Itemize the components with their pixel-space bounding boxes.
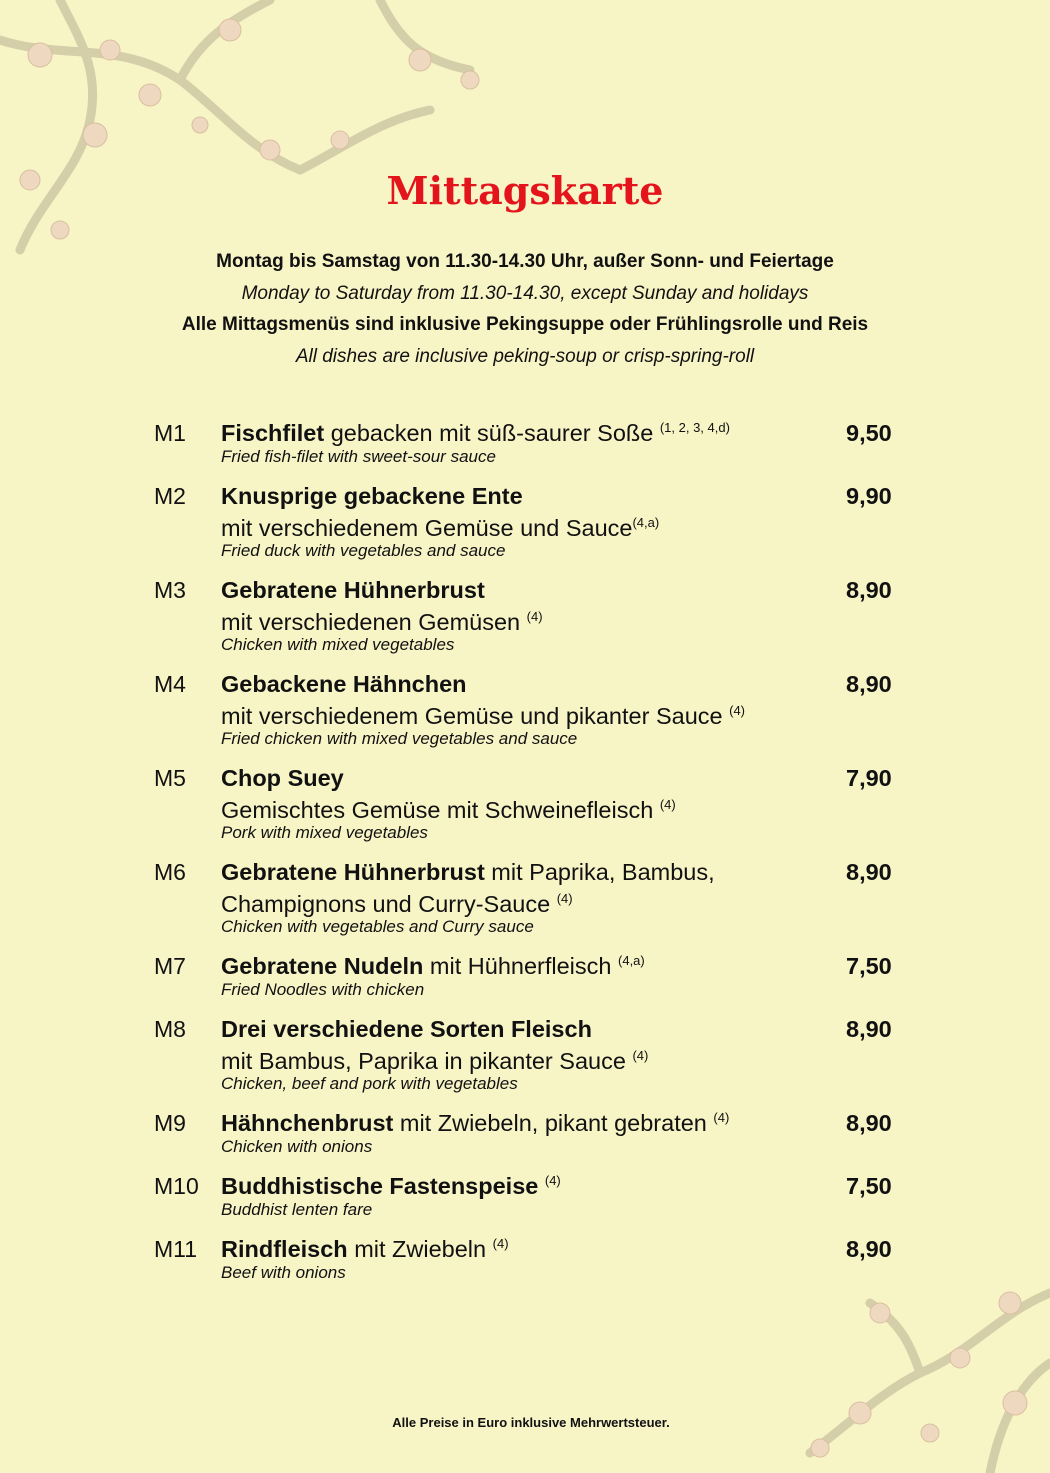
item-line-1 [221, 1108, 831, 1140]
menu-item [0, 763, 1050, 857]
item-name: Hähnchenbrust [221, 1110, 394, 1136]
item-name: Gebratene Hühnerbrust [221, 577, 485, 603]
item-name: Fischfilet [221, 420, 325, 446]
item-description [221, 481, 831, 559]
allergen-codes: (4,a) [632, 514, 660, 530]
item-detail: mit Paprika, Bambus, [484, 859, 715, 885]
item-name: Drei verschiedene Sorten Fleisch [221, 1016, 592, 1042]
allergen-codes: (4) [729, 702, 746, 718]
allergen-codes: (4,a) [618, 953, 645, 968]
item-line-2 [221, 701, 831, 733]
item-line-1 [221, 669, 831, 701]
item-price: 8,90 [846, 671, 892, 697]
item-detail: mit verschiedenem Gemüse und pikanter Sauce [221, 702, 730, 729]
item-name: Rindfleisch [221, 1236, 348, 1262]
item-price: 7,90 [846, 765, 892, 791]
allergen-codes: (4) [556, 890, 573, 906]
item-price: 9,90 [846, 483, 892, 509]
item-english: Chicken with vegetables and Curry sauce [221, 917, 534, 936]
item-code: M9 [154, 1110, 186, 1136]
menu-item [0, 669, 1050, 763]
item-detail-2: Champignons und Curry-Sauce [221, 890, 557, 917]
menu-item [0, 481, 1050, 575]
item-line-1 [221, 763, 831, 795]
item-english: Fried fish-filet with sweet-sour sauce [221, 446, 496, 466]
item-name: Buddhistische Fastenspeise [221, 1173, 539, 1199]
item-english: Fried chicken with mixed vegetables and sauce [221, 729, 578, 748]
item-price: 8,90 [846, 859, 892, 885]
item-price: 8,90 [846, 1110, 892, 1136]
item-name: Knusprige gebackene Ente [221, 483, 523, 509]
item-description [221, 1234, 831, 1281]
item-code: M8 [154, 1016, 186, 1042]
allergen-codes: (1, 2, 3, 4,d) [659, 420, 730, 435]
item-english: Beef with onions [221, 1262, 346, 1282]
allergen-codes: (4) [492, 1236, 509, 1251]
allergen-codes: (4) [544, 1173, 561, 1188]
item-line-1 [221, 857, 831, 889]
item-line-2 [221, 1046, 831, 1078]
inclusion-english: All dishes are inclusive peking-soup or crisp-spring-roll [295, 345, 755, 367]
item-line-2 [221, 889, 831, 921]
item-detail: mit Zwiebeln, pikant gebraten [393, 1110, 714, 1136]
item-description [221, 1014, 831, 1092]
item-name: Gebackene Hähnchen [221, 671, 467, 697]
item-code: M10 [154, 1173, 199, 1199]
item-code: M5 [154, 765, 186, 791]
item-line-1 [221, 481, 831, 513]
allergen-codes: (4) [632, 1047, 649, 1063]
lunch-menu-list [0, 418, 1050, 1297]
price-footnote: Alle Preise in Euro inklusive Mehrwertsteuer. [392, 1415, 670, 1430]
item-detail: mit Zwiebeln [347, 1236, 493, 1262]
item-price: 9,50 [846, 420, 892, 446]
menu-item [0, 1234, 1050, 1297]
item-code: M2 [154, 483, 186, 509]
item-line-1 [221, 1171, 831, 1203]
menu-item [0, 1014, 1050, 1108]
item-line-1 [221, 1234, 831, 1266]
item-price: 8,90 [846, 577, 892, 603]
item-detail: Gemischtes Gemüse mit Schweinefleisch [221, 796, 660, 823]
item-description [221, 857, 831, 935]
item-english: Chicken, beef and pork with vegetables [221, 1074, 518, 1093]
item-line-1 [221, 575, 831, 607]
item-price: 8,90 [846, 1016, 892, 1042]
item-line-1 [221, 1014, 831, 1046]
item-detail: mit verschiedenem Gemüse und Sauce [221, 514, 633, 541]
intro [0, 246, 1050, 372]
menu-item [0, 951, 1050, 1014]
menu-item [0, 857, 1050, 951]
hours-english: Monday to Saturday from 11.30-14.30, except Sunday and holidays [241, 282, 809, 304]
item-line-2 [221, 795, 831, 827]
item-line-2 [221, 607, 831, 639]
item-english: Pork with mixed vegetables [221, 823, 428, 842]
item-price: 7,50 [846, 953, 892, 979]
cherry-blossom-branch-top-left [0, 0, 520, 260]
item-name: Gebratene Hühnerbrust [221, 859, 485, 885]
menu-item [0, 1108, 1050, 1171]
allergen-codes: (4) [526, 608, 543, 624]
item-description [221, 1171, 831, 1218]
item-name: Gebratene Nudeln [221, 953, 424, 979]
item-line-1 [221, 951, 831, 983]
item-detail: gebacken mit süß-saurer Soße [324, 420, 660, 446]
item-description [221, 418, 831, 465]
item-code: M4 [154, 671, 186, 697]
menu-item [0, 1171, 1050, 1234]
item-description [221, 575, 831, 653]
page-title: Mittagskarte [386, 168, 664, 213]
item-code: M1 [154, 420, 186, 446]
item-price: 7,50 [846, 1173, 892, 1199]
hours-german: Montag bis Samstag von 11.30-14.30 Uhr, außer Sonn- und Feiertage [216, 251, 834, 272]
menu-item [0, 418, 1050, 481]
item-english: Chicken with mixed vegetables [221, 635, 455, 654]
item-english: Fried Noodles with chicken [221, 979, 425, 999]
item-name: Chop Suey [221, 765, 344, 791]
item-line-2 [221, 513, 831, 545]
item-price: 8,90 [846, 1236, 892, 1262]
allergen-codes: (4) [659, 796, 676, 812]
item-code: M11 [154, 1236, 198, 1262]
inclusion-german: Alle Mittagsmenüs sind inklusive Pekingsuppe oder Frühlingsrolle und Reis [181, 314, 869, 335]
item-detail: mit Bambus, Paprika in pikanter Sauce [221, 1047, 633, 1074]
item-detail: mit verschiedenen Gemüsen [221, 608, 527, 635]
item-detail: mit Hühnerfleisch [423, 953, 619, 979]
item-english: Fried duck with vegetables and sauce [221, 541, 506, 560]
item-english: Buddhist lenten fare [221, 1199, 373, 1219]
item-line-1 [221, 418, 831, 450]
menu-item [0, 575, 1050, 669]
item-code: M7 [154, 953, 186, 979]
item-code: M3 [154, 577, 186, 603]
item-description [221, 951, 831, 998]
item-description [221, 1108, 831, 1155]
item-code: M6 [154, 859, 186, 885]
item-english: Chicken with onions [221, 1136, 373, 1156]
item-description [221, 669, 831, 747]
allergen-codes: (4) [713, 1110, 730, 1125]
item-description [221, 763, 831, 841]
